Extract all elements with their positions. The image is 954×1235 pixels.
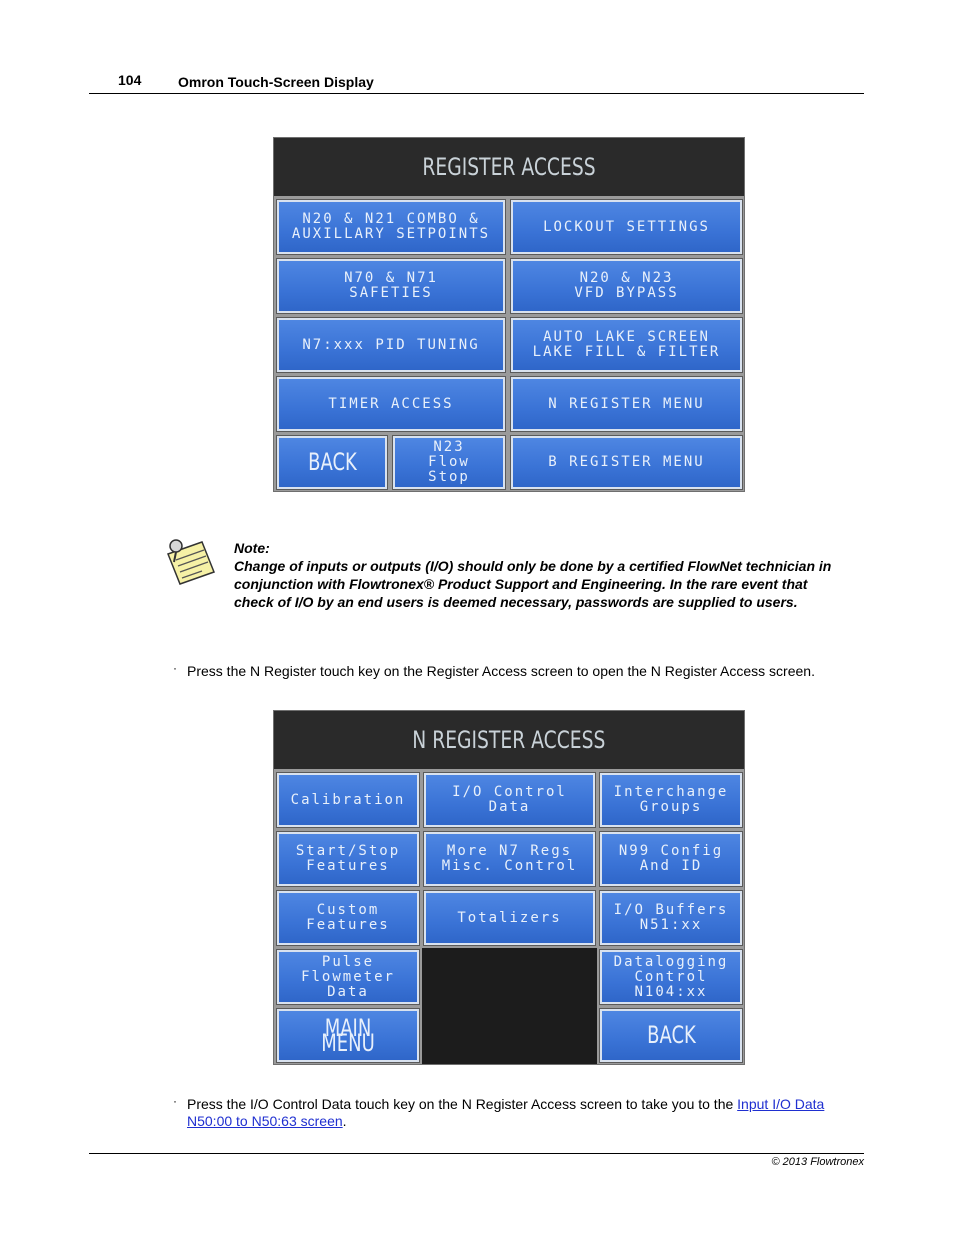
instruction-2 — [173, 1094, 867, 1130]
header-title: Omron Touch-Screen Display — [178, 74, 374, 90]
input-io-data-link[interactable]: Input I/O Data N50:00 to N50:63 screen — [187, 1096, 825, 1129]
page-header — [89, 70, 864, 94]
bullet-marker: · — [173, 661, 177, 675]
vfd-bypass-key[interactable]: N20 & N23 VFD BYPASS — [511, 259, 742, 313]
page-number: 104 — [118, 72, 142, 88]
lockout-settings-key[interactable]: LOCKOUT SETTINGS — [511, 200, 742, 254]
pulse-flowmeter-data-key[interactable]: Pulse Flowmeter Data — [277, 950, 419, 1004]
instruction-1-text: Press the N Register touch key on the Register Access screen to open the N Register Access screen. — [187, 663, 815, 679]
calibration-key[interactable]: Calibration — [277, 773, 419, 827]
register-access-screen — [273, 137, 745, 492]
back-key[interactable]: BACK — [277, 436, 387, 489]
main-menu-key[interactable]: MAIN MENU — [277, 1009, 419, 1062]
datalogging-control-key[interactable]: Datalogging Control N104:xx — [600, 950, 742, 1004]
bullet-marker: · — [173, 1094, 177, 1108]
n-register-access-screen — [273, 710, 745, 1065]
n-register-menu-key[interactable]: N REGISTER MENU — [511, 377, 742, 431]
note — [234, 539, 844, 611]
safeties-key[interactable]: N70 & N71 SAFETIES — [277, 259, 505, 313]
io-control-data-key[interactable]: I/O Control Data — [424, 773, 595, 827]
n99-config-key[interactable]: N99 Config And ID — [600, 832, 742, 886]
empty-area — [422, 948, 597, 1064]
io-buffers-key[interactable]: I/O Buffers N51:xx — [600, 891, 742, 945]
note-label: Note: — [234, 540, 270, 556]
pid-tuning-key[interactable]: N7:xxx PID TUNING — [277, 318, 505, 372]
start-stop-features-key[interactable]: Start/Stop Features — [277, 832, 419, 886]
flow-stop-key[interactable]: N23 Flow Stop — [393, 436, 505, 489]
more-n7-regs-key[interactable]: More N7 Regs Misc. Control — [424, 832, 595, 886]
note-icon — [162, 536, 217, 588]
copyright: © 2013 Flowtronex — [771, 1156, 864, 1168]
instruction-1 — [173, 661, 847, 680]
b-register-menu-key[interactable]: B REGISTER MENU — [511, 436, 742, 489]
auto-lake-screen-key[interactable]: AUTO LAKE SCREEN LAKE FILL & FILTER — [511, 318, 742, 372]
custom-features-key[interactable]: Custom Features — [277, 891, 419, 945]
instruction-2-text: Press the I/O Control Data touch key on the N Register Access screen to take you to the — [187, 1096, 738, 1112]
combo-setpoints-key[interactable]: N20 & N21 COMBO & AUXILLARY SETPOINTS — [277, 200, 505, 254]
register-access-title: REGISTER ACCESS — [274, 138, 744, 196]
totalizers-key[interactable]: Totalizers — [424, 891, 595, 945]
interchange-groups-key[interactable]: Interchange Groups — [600, 773, 742, 827]
timer-access-key[interactable]: TIMER ACCESS — [277, 377, 505, 431]
page-footer — [89, 1153, 864, 1168]
n-register-access-title: N REGISTER ACCESS — [274, 711, 744, 769]
note-body: Change of inputs or outputs (I/O) should only be done by a certified FlowNet technician in conjunction with Flowtronex® Product Support and Engineering. In the rare event that check of I/O by an end users is deemed necessary, passwords are supplied to users. — [234, 558, 832, 610]
instruction-2-end: . — [342, 1113, 347, 1129]
n-back-key[interactable]: BACK — [600, 1009, 742, 1062]
